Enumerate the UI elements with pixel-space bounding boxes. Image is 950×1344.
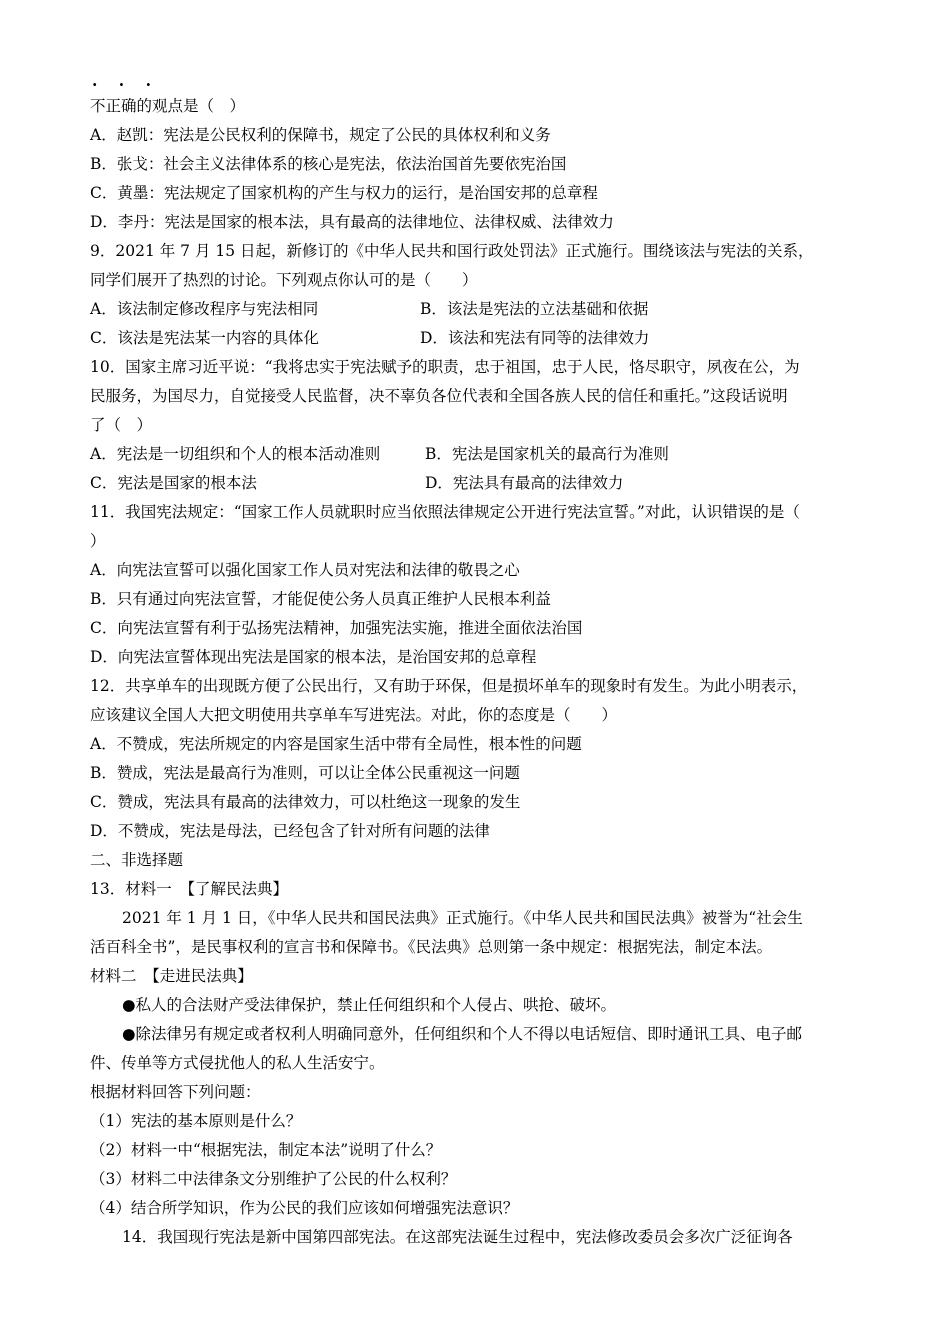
- q10-stem-line: 民服务，为国尽力，自觉接受人民监督，决不辜负各位代表和全国各族人民的信任和重托。”这段话说明: [90, 387, 788, 405]
- q13-subquestion: （1）宪法的基本原则是什么？: [90, 1112, 302, 1130]
- q11-stem-line: 11．我国宪法规定：“国家工作人员就职时应当依照法律规定公开进行宪法宣誓。”对此，认识错误的是（: [90, 503, 800, 521]
- section-heading: 二、非选择题: [90, 851, 184, 869]
- q10-options-row: [90, 440, 870, 469]
- q11-option-b: B．只有通过向宪法宣誓，才能促使公务人员真正维护人民根本利益: [90, 590, 551, 608]
- q13-bullet-continuation: 件、传单等方式侵扰他人的私人生活安宁。: [90, 1054, 385, 1072]
- q10-options-row: [90, 469, 870, 498]
- q13-subquestion: （4）结合所学知识，作为公民的我们应该如何增强宪法意识？: [90, 1199, 519, 1217]
- q13-material2-heading: 材料二 【走进民法典】: [90, 967, 253, 985]
- q9-stem-line: 9．2021 年 7 月 15 日起，新修订的《中华人民共和国行政处罚法》正式施行。围绕该法与宪法的关系，: [90, 242, 814, 260]
- q14-stem-line: 14．我国现行宪法是新中国第四部宪法。在这部宪法诞生过程中，宪法修改委员会多次广泛征询各: [122, 1228, 793, 1246]
- q12-option-d: D．不赞成，宪法是母法，已经包含了针对所有问题的法律: [90, 822, 490, 840]
- q10-option-c: C．宪法是国家的根本法: [90, 474, 257, 492]
- q10-option-a: A．宪法是一切组织和个人的根本活动准则: [90, 445, 381, 463]
- q9-stem-line: 同学们展开了热烈的讨论。下列观点你认可的是（ ）: [90, 271, 478, 289]
- q13-subquestion: （2）材料一中“根据宪法，制定本法”说明了什么？: [90, 1141, 442, 1159]
- q12-stem-line: 12．共享单车的出现既方便了公民出行，又有助于环保，但是损坏单车的现象时有发生。为此小明表示，: [90, 677, 808, 695]
- q13-bullet: ●除法律另有规定或者权利人明确同意外，任何组织和个人不得以电话短信、即时通讯工具、电子邮: [122, 1025, 803, 1043]
- q10-stem-line: 了（ ）: [90, 416, 153, 434]
- q11-option-a: A．向宪法宣誓可以强化国家工作人员对宪法和法律的敬畏之心: [90, 561, 520, 579]
- exam-page: [90, 75, 870, 1252]
- q8-stem-tail: 不正确的观点是（ ）: [90, 97, 246, 115]
- q11-stem-line: ）: [90, 532, 106, 550]
- q13-material1-line: 2021 年 1 月 1 日，《中华人民共和国民法典》正式施行。《中华人民共和国民法典》被誉为“社会生: [122, 909, 803, 927]
- q12-option-a: A．不赞成，宪法所规定的内容是国家生活中带有全局性，根本性的问题: [90, 735, 582, 753]
- q13-bullet: ●私人的合法财产受法律保护，禁止任何组织和个人侵占、哄抢、破坏。: [122, 996, 617, 1014]
- q8-option-a: A．赵凯：宪法是公民权利的保障书，规定了公民的具体权利和义务: [90, 126, 551, 144]
- q11-option-c: C．向宪法宣誓有利于弘扬宪法精神，加强宪法实施，推进全面依法治国: [90, 619, 583, 637]
- q12-option-b: B．赞成，宪法是最高行为准则，可以让全体公民重视这一问题: [90, 764, 520, 782]
- q13-material1-line: 活百科全书”，是民事权利的宣言书和保障书。《民法典》总则第一条中规定：根据宪法，制定本法。: [90, 938, 773, 956]
- q13-prompt: 根据材料回答下列问题：: [90, 1083, 261, 1101]
- q13-subquestion: （3）材料二中法律条文分别维护了公民的什么权利？: [90, 1170, 457, 1188]
- q13-heading: 13．材料一 【了解民法典】: [90, 880, 288, 898]
- q9-options-row: [90, 295, 870, 324]
- q8-option-b: B．张戈：社会主义法律体系的核心是宪法，依法治国首先要依宪治国: [90, 155, 567, 173]
- q9-option-d: D．该法和宪法有同等的法律效力: [420, 329, 650, 347]
- q9-options-row: [90, 324, 870, 353]
- q8-option-d: D．李丹：宪法是国家的根本法，具有最高的法律地位、法律权威、法律效力: [90, 213, 614, 231]
- q9-option-b: B．该法是宪法的立法基础和依据: [420, 300, 649, 318]
- emphasis-dots: · · ·: [92, 75, 159, 94]
- q9-option-a: A．该法制定修改程序与宪法相同: [90, 300, 319, 318]
- q10-stem-line: 10．国家主席习近平说：“我将忠实于宪法赋予的职责，忠于祖国，忠于人民，恪尽职守，夙夜在公，为: [90, 358, 800, 376]
- q10-option-d: D．宪法具有最高的法律效力: [425, 474, 624, 492]
- q8-option-c: C．黄墨：宪法规定了国家机构的产生与权力的运行，是治国安邦的总章程: [90, 184, 598, 202]
- q11-option-d: D．向宪法宣誓体现出宪法是国家的根本法，是治国安邦的总章程: [90, 648, 537, 666]
- q10-option-b: B．宪法是国家机关的最高行为准则: [425, 445, 669, 463]
- q12-option-c: C．赞成，宪法具有最高的法律效力，可以杜绝这一现象的发生: [90, 793, 521, 811]
- q12-stem-line: 应该建议全国人大把文明使用共享单车写进宪法。对此，你的态度是（ ）: [90, 706, 618, 724]
- q9-option-c: C．该法是宪法某一内容的具体化: [90, 329, 319, 347]
